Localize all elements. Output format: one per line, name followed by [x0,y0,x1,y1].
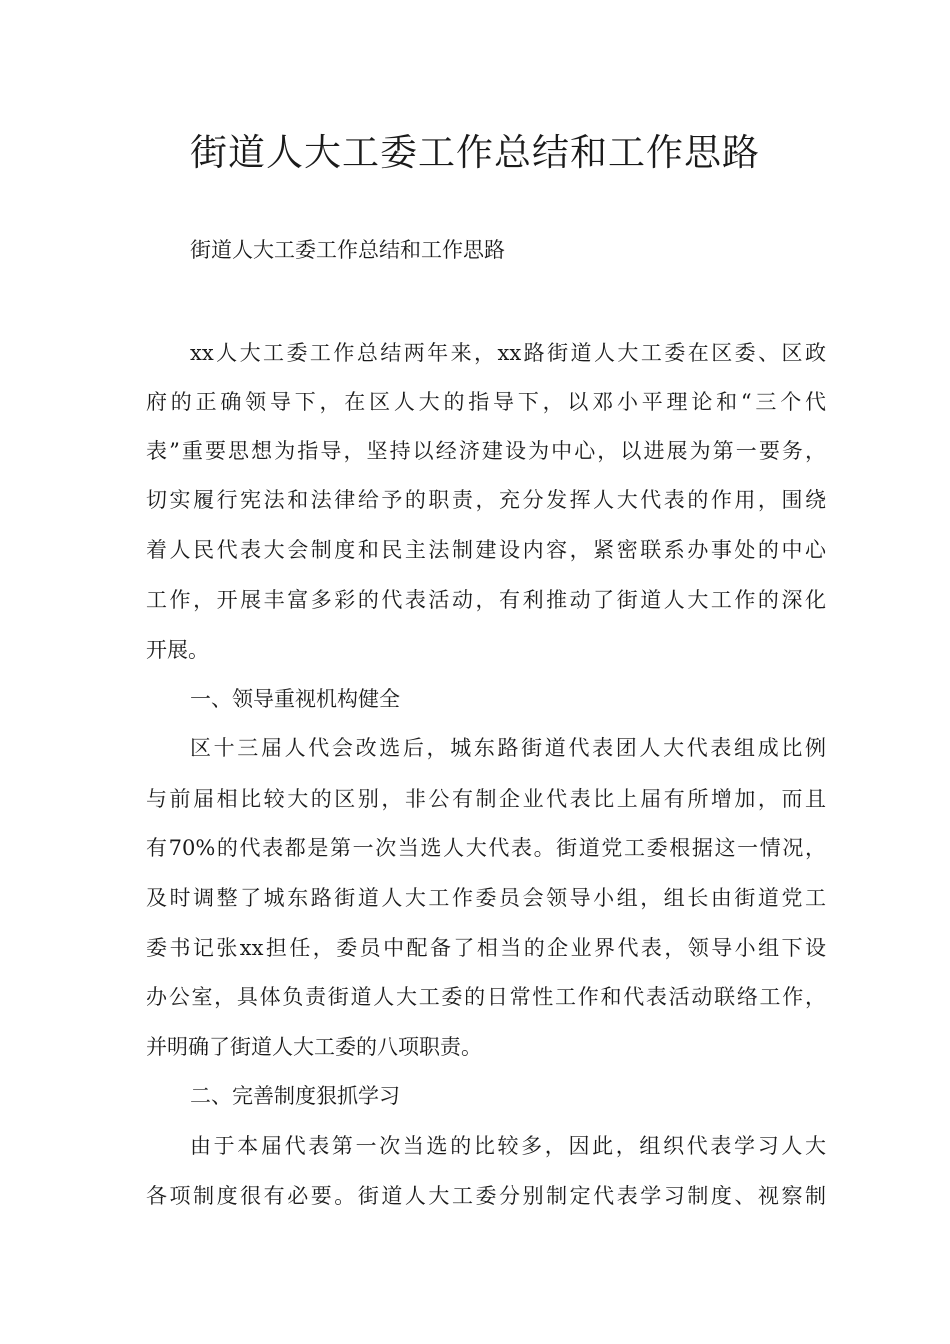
section-heading: 二、完善制度狠抓学习 [190,1084,400,1108]
document-subtitle: 街道人大工委工作总结和工作思路 [190,238,505,262]
paragraph-line: 工作，开展丰富多彩的代表活动，有利推动了街道人大工作的深化 [146,588,826,612]
paragraph-line: 府的正确领导下，在区人大的指导下，以邓小平理论和“三个代 [146,390,826,414]
paragraph-line: 委书记张xx担任，委员中配备了相当的企业界代表，领导小组下设 [146,936,826,960]
paragraph-line: 办公室，具体负责街道人大工委的日常性工作和代表活动联络工作， [146,985,826,1009]
paragraph-line: 并明确了街道人大工委的八项职责。 [146,1035,482,1059]
paragraph-line: 有70%的代表都是第一次当选人大代表。街道党工委根据这一情况， [146,836,826,860]
paragraph-line: 表”重要思想为指导，坚持以经济建设为中心，以进展为第一要务， [146,439,826,463]
paragraph-line: 区十三届人代会改选后，城东路街道代表团人大代表组成比例 [190,736,826,760]
paragraph-line: 由于本届代表第一次当选的比较多，因此，组织代表学习人大 [190,1134,826,1158]
paragraph-line: 切实履行宪法和法律给予的职责，充分发挥人大代表的作用，围绕 [146,488,826,512]
section-heading: 一、领导重视机构健全 [190,687,400,711]
paragraph-line: 各项制度很有必要。街道人大工委分别制定代表学习制度、视察制 [146,1184,826,1208]
document-title: 街道人大工委工作总结和工作思路 [190,131,760,174]
paragraph-line: 及时调整了城东路街道人大工作委员会领导小组，组长由街道党工 [146,886,826,910]
paragraph-line: 着人民代表大会制度和民主法制建设内容，紧密联系办事处的中心 [146,538,826,562]
paragraph-line: 开展。 [146,638,209,662]
paragraph-line: xx人大工委工作总结两年来，xx路街道人大工委在区委、区政 [190,341,826,365]
paragraph-line: 与前届相比较大的区别，非公有制企业代表比上届有所增加，而且 [146,787,826,811]
